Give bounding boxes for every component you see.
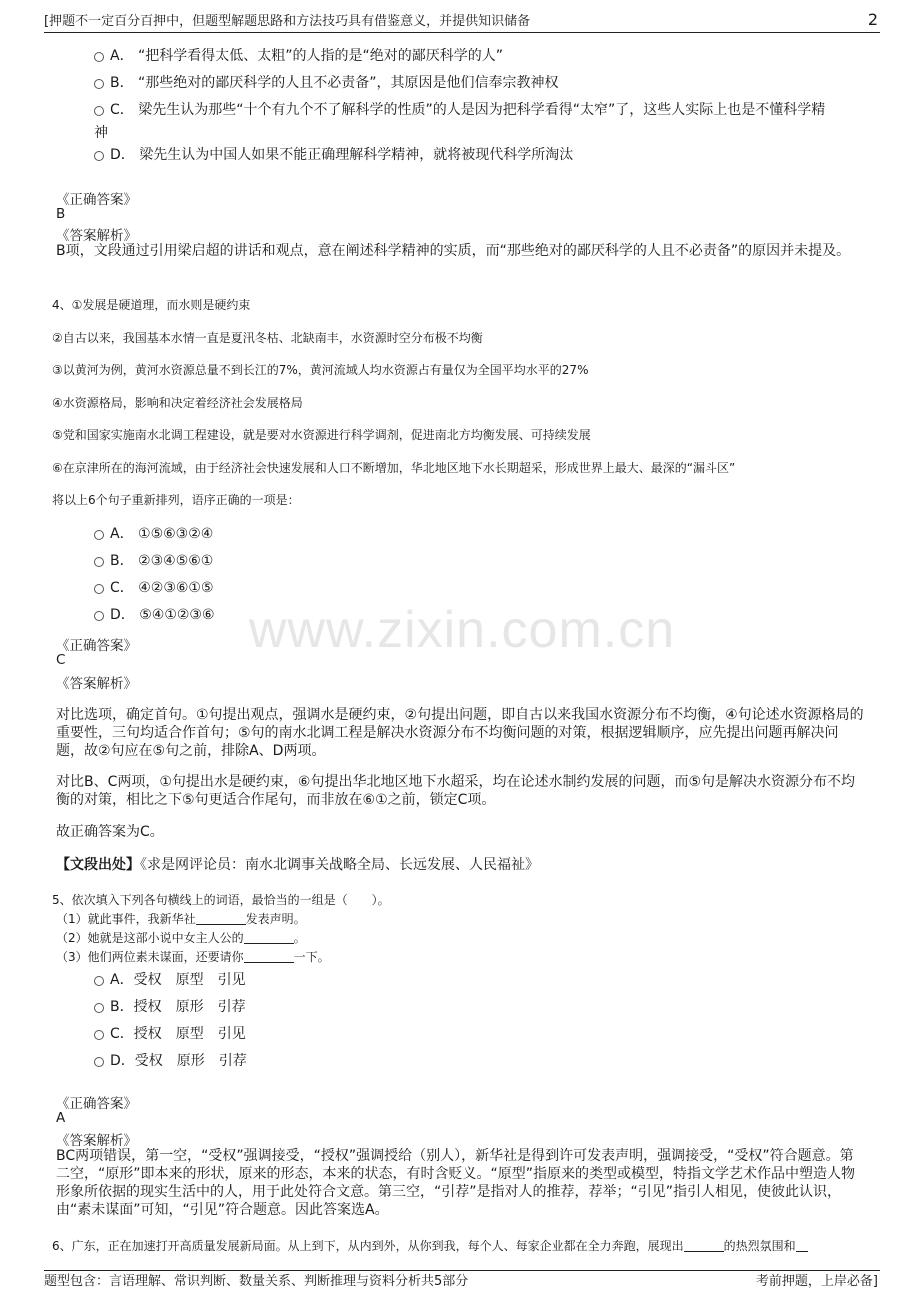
q5-line-3: （3）他们两位素未谋面，还要请你 一下。: [56, 950, 330, 964]
q4-sentence-6: ⑥在京津所在的海河流域，由于经济社会快速发展和人口不断增加，华北地区地下水长期超采，形成世界上最大、最深的“漏斗区”: [52, 461, 736, 475]
q3-option-c[interactable]: C． 梁先生认为那些“十个有九个不了解科学的性质”的人是因为把科学看得“太窄”了，这些人实际上也是不懂科学精: [94, 101, 825, 119]
q4-analysis-p1: 对比选项，确定首句。①句提出观点，强调水是硬约束，②句提出问题，即自古以来我国水资源分布不均衡，④句论述水资源格局的重要性，三句均适合作首句；⑤句的南水北调工程是解决水资源分布不均衡问题的对策，根据逻辑顺序，应先提出问题再解决问题，故②句应在⑤句之前，排除A、D两项。: [56, 707, 864, 759]
radio-icon[interactable]: [94, 1057, 104, 1067]
q3-option-a[interactable]: A． “把科学看得太低、太粗”的人指的是“绝对的鄙厌科学的人”: [94, 47, 503, 65]
q4-answer: C: [56, 652, 66, 668]
q4-sentence-3: ③以黄河为例，黄河水资源总量不到长江的7%，黄河流域人均水资源占有量仅为全国平均水平的27%: [52, 363, 589, 377]
q4-option-b[interactable]: B． ②③④⑤⑥①: [94, 552, 213, 570]
radio-icon[interactable]: [94, 557, 104, 567]
q5-option-c[interactable]: C．授权 原型 引见: [94, 1025, 246, 1043]
q5-line-2: （2）她就是这部小说中女主人公的 。: [56, 931, 306, 945]
radio-icon[interactable]: [94, 52, 104, 62]
q4-source-label: 【文段出处】: [56, 857, 140, 873]
radio-icon[interactable]: [94, 106, 104, 116]
blank-line: [684, 1239, 724, 1252]
page-footer: [44, 1270, 880, 1293]
q6-stem: 6、广东，正在加速打开高质量发展新局面。从上到下，从内到外，从你到我，每个人、每家企业都在全力奔跑，展现出 的热烈氛围和: [52, 1237, 872, 1254]
q3-answer: B: [56, 206, 66, 222]
q5-line-1: （1）就此事件，我新华社 发表声明。: [56, 912, 306, 926]
blank-line: [244, 931, 294, 944]
blank-line: [196, 912, 246, 925]
radio-icon[interactable]: [94, 584, 104, 594]
q5-option-b[interactable]: B．授权 原形 引荐: [94, 998, 246, 1016]
radio-icon[interactable]: [94, 611, 104, 621]
header-text: [押题不一定百分百押中，但题型解题思路和方法技巧具有借鉴意义，并提供知识储备: [44, 14, 531, 29]
q4-stem: 4、①发展是硬道理，而水则是硬约束: [52, 298, 251, 312]
footer-right: 考前押题，上岸必备]: [755, 1274, 878, 1289]
q4-answer-label: 《正确答案》: [56, 638, 137, 654]
q4-sentence-5: ⑤党和国家实施南水北调工程建设，就是要对水资源进行科学调剂，促进南北方均衡发展、可持续发展: [52, 428, 591, 442]
watermark: www.zixin.com.cn: [248, 601, 676, 659]
page-number: 2: [867, 10, 878, 29]
radio-icon[interactable]: [94, 79, 104, 89]
q4-sentence-4: ④水资源格局，影响和决定着经济社会发展格局: [52, 396, 303, 410]
radio-icon[interactable]: [94, 976, 104, 986]
q5-answer: A: [56, 1110, 66, 1126]
q4-option-d[interactable]: D． ⑤④①②③⑥: [94, 606, 215, 624]
q5-option-a[interactable]: A．受权 原型 引见: [94, 971, 246, 989]
blank-line: [244, 950, 294, 963]
q4-source: [56, 856, 866, 874]
q5-stem: 5、依次填入下列各句横线上的词语，最恰当的一组是（ ）。: [52, 893, 390, 907]
q3-option-d[interactable]: D． 梁先生认为中国人如果不能正确理解科学精神，就将被现代科学所淘汰: [94, 146, 573, 164]
footer-left: 题型包含：言语理解、常识判断、数量关系、判断推理与资料分析共5部分: [44, 1274, 469, 1289]
q5-analysis: BC两项错误，第一空，“受权”强调接受，“授权”强调授给（别人），新华社是得到许可发表声明，强调接受，“受权”符合题意。第二空，“原形”即本来的形状，原来的形态，本来的状态，有时含贬义。“原型”指原来的类型或模型，特指文学艺术作品中塑造人物形象所依据的现实生活中的人，用于此处符合文意。第三空，“引荐”是指对人的推荐，荐举；“引见”指引人相见，使彼此认识，由“素未谋面”可知，“引见”符合题意。因此答案选A。: [56, 1148, 856, 1218]
q4-question: 将以上6个句子重新排列，语序正确的一项是：: [52, 493, 300, 507]
q3-option-c-cont: 神: [94, 125, 108, 141]
radio-icon[interactable]: [94, 1003, 104, 1013]
q4-analysis-label: 《答案解析》: [56, 676, 137, 692]
q4-analysis-p2: 对比B、C两项，①句提出水是硬约束，⑥句提出华北地区地下水超采，均在论述水制约发展的问题，而⑤句是解决水资源分布不均衡的对策，相比之下⑤句更适合作尾句，而非放在⑥①之前，锁定C项。: [56, 774, 856, 808]
q3-analysis: B项，文段通过引用梁启超的讲话和观点，意在阐述科学精神的实质，而“那些绝对的鄙厌科学的人且不必责备”的原因并未提及。: [56, 243, 851, 259]
q3-option-b[interactable]: B． “那些绝对的鄙厌科学的人且不必责备”，其原因是他们信奉宗教神权: [94, 74, 559, 92]
radio-icon[interactable]: [94, 151, 104, 161]
q4-option-a[interactable]: A． ①⑤⑥③②④: [94, 525, 213, 543]
q4-option-c[interactable]: C． ④②③⑥①⑤: [94, 579, 214, 597]
q4-analysis-p3: 故正确答案为C。: [56, 824, 164, 840]
q5-analysis-label: 《答案解析》: [56, 1133, 137, 1149]
q4-source-text: 《求是网评论员：南水北调事关战略全局、长远发展、人民福祉》: [140, 857, 539, 873]
radio-icon[interactable]: [94, 1030, 104, 1040]
q5-option-d[interactable]: D．受权 原形 引荐: [94, 1052, 247, 1070]
q4-sentence-2: ②自古以来，我国基本水情一直是夏汛冬枯、北缺南丰，水资源时空分布极不均衡: [52, 331, 483, 345]
page-header: [44, 12, 880, 33]
q3-answer-label: 《正确答案》: [56, 192, 137, 208]
q3-analysis-label: 《答案解析》: [56, 228, 137, 244]
radio-icon[interactable]: [94, 530, 104, 540]
blank-line: [796, 1239, 808, 1252]
q5-answer-label: 《正确答案》: [56, 1096, 137, 1112]
